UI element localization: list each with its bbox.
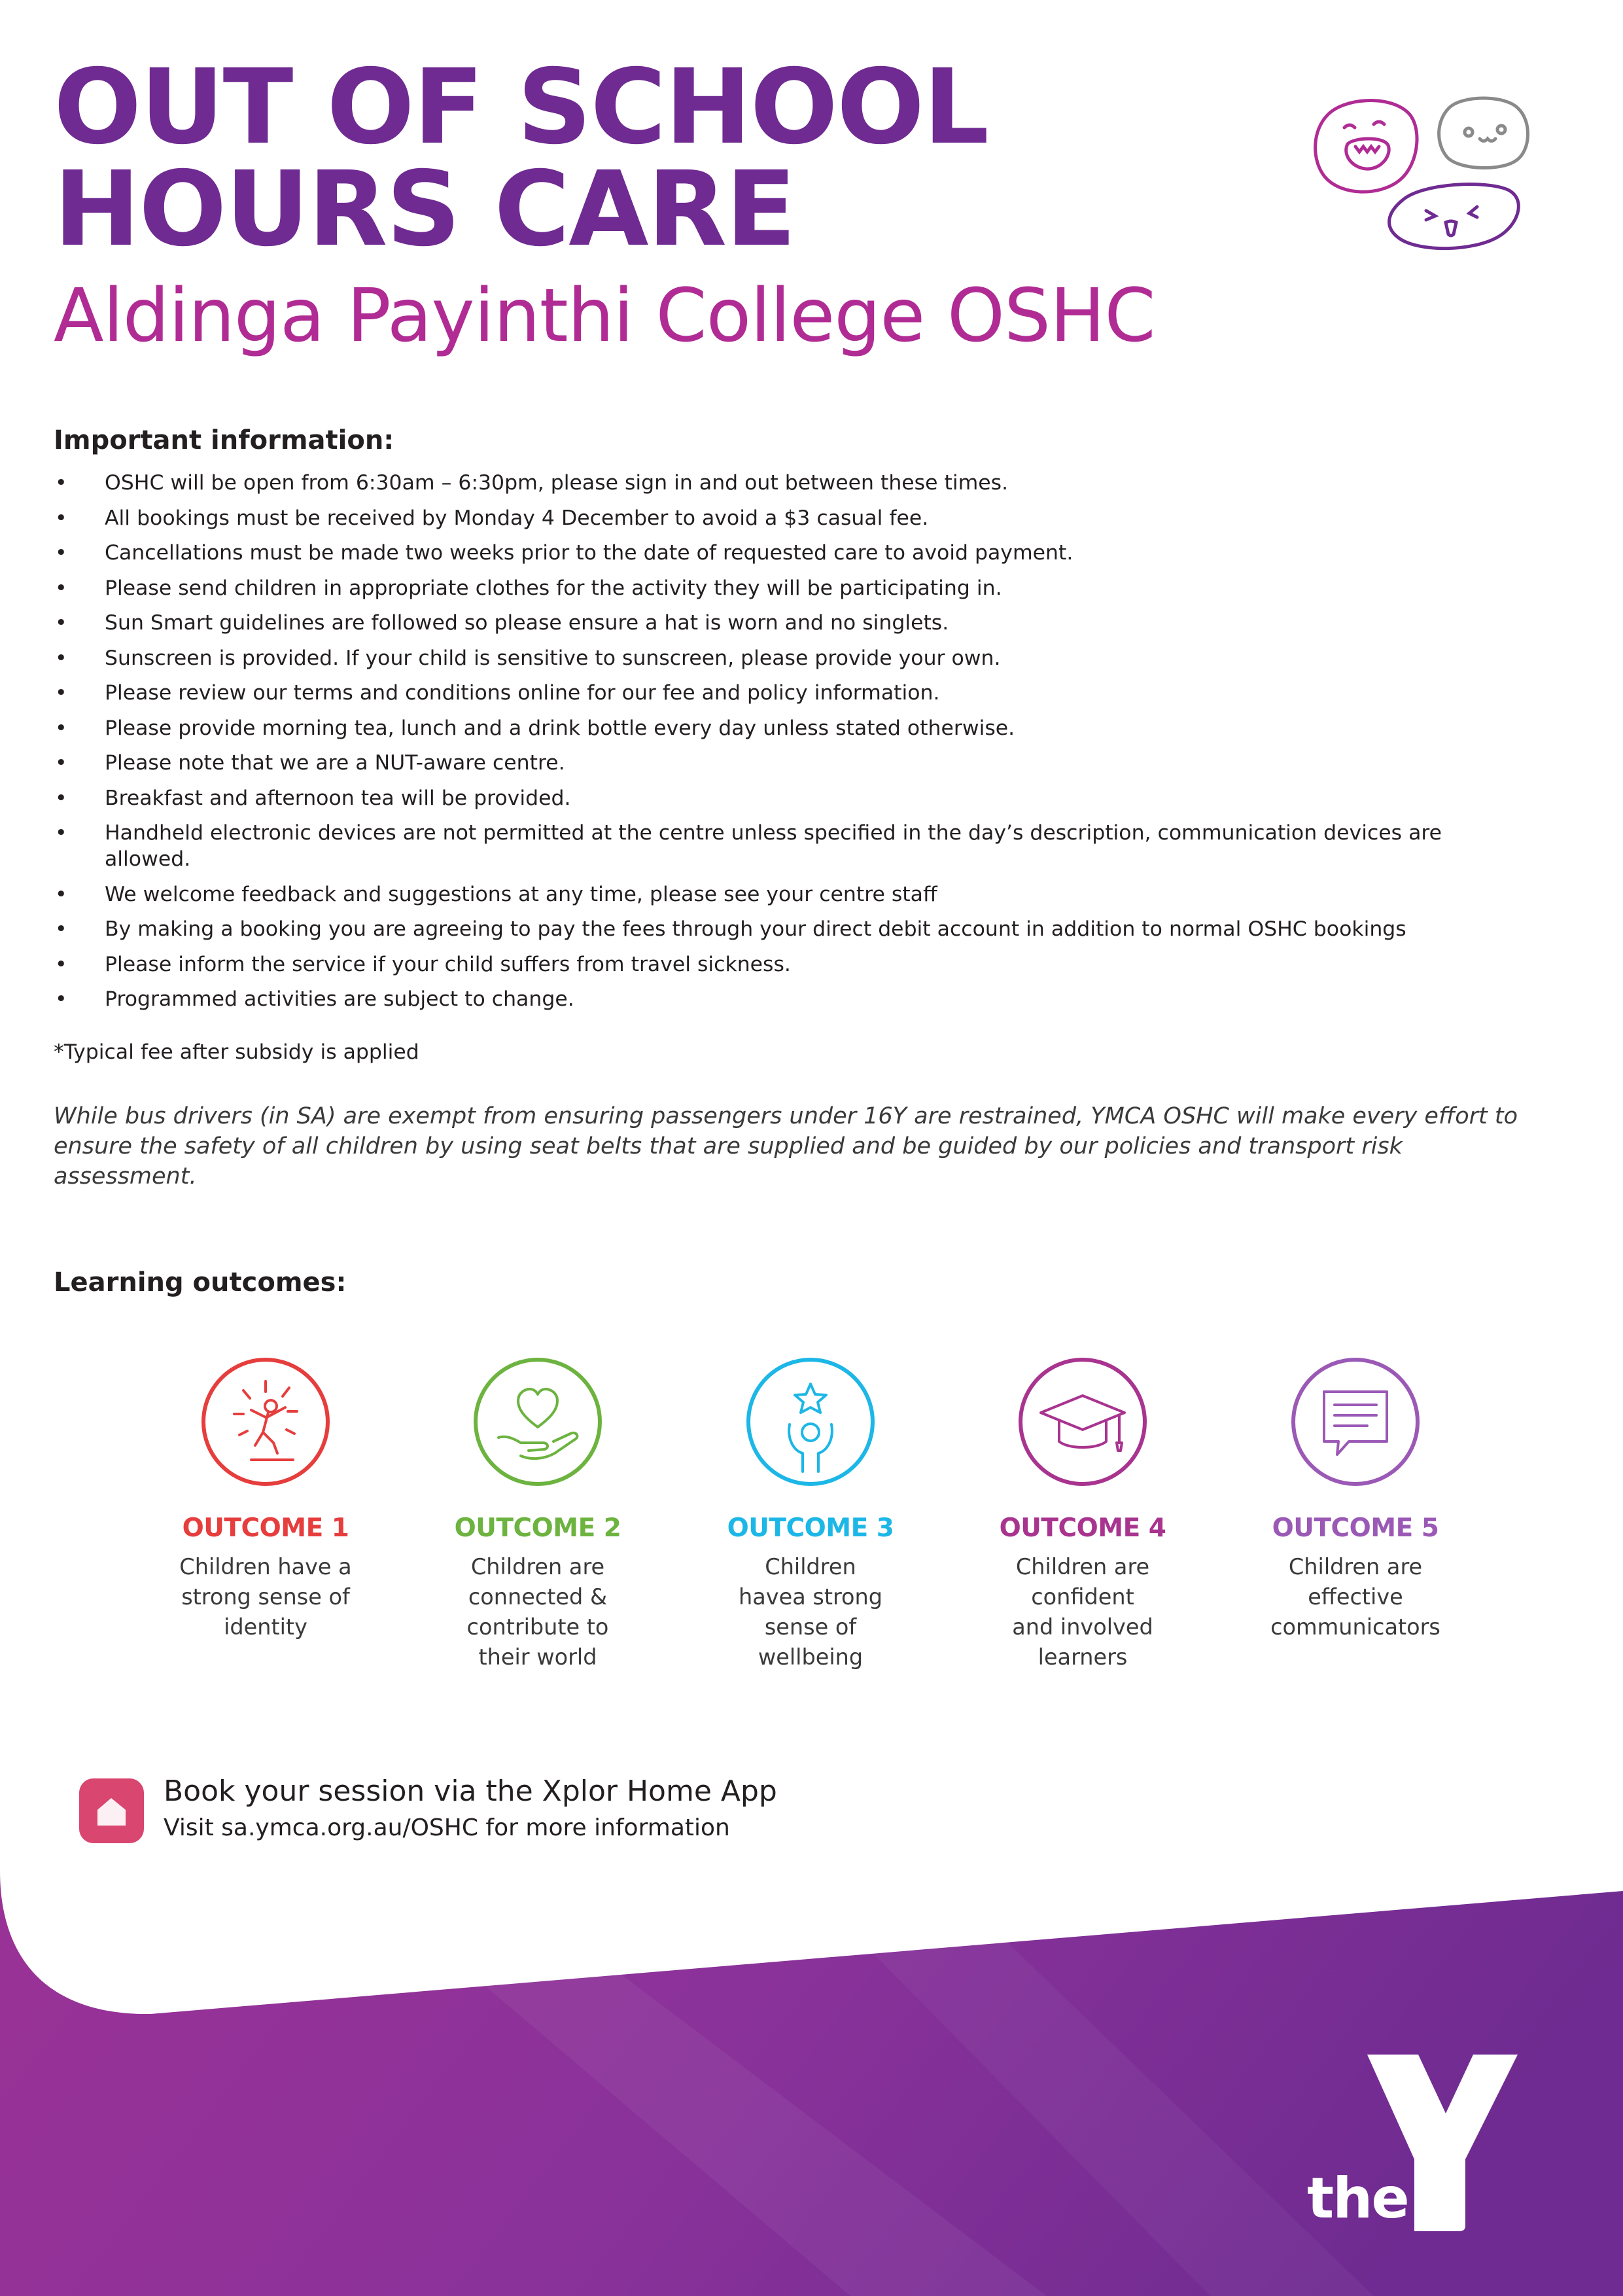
outcome-3-line: havea strong (739, 1584, 882, 1610)
outcome-2-label: OUTCOME 2 (454, 1513, 621, 1543)
outcome-4-description (975, 1552, 1191, 1672)
list-item-text: Sunscreen is provided. If your child is sensitive to sunscreen, please provide your own. (105, 646, 1001, 670)
important-info-list (54, 470, 1512, 1021)
list-item-text: Please send children in appropriate clothes for the activity they will be participating in. (105, 576, 1002, 600)
list-item (54, 951, 1512, 978)
outcome-4-line: confident (1031, 1584, 1134, 1610)
bullet: • (55, 541, 67, 565)
list-item-text: Please provide morning tea, lunch and a drink bottle every day unless stated otherwise. (105, 716, 1015, 740)
list-item (54, 470, 1512, 496)
bullet: • (55, 576, 67, 600)
booking-sub-suffix: for more information (478, 1814, 730, 1841)
list-item-text: Please note that we are a NUT-aware centre. (105, 751, 565, 775)
outcome-5 (1248, 1358, 1463, 1642)
outcome-4-ring (1019, 1358, 1147, 1486)
learning-outcomes-heading: Learning outcomes: (54, 1267, 347, 1298)
ymca-oshc-link[interactable]: sa.ymca.org.au/OSHC (221, 1814, 478, 1841)
list-item-text: We welcome feedback and suggestions at any time, please see your centre staff (105, 882, 937, 906)
bullet: • (55, 786, 67, 810)
outcome-3-line: Children (765, 1554, 856, 1580)
bullet: • (55, 952, 67, 976)
outcome-1-line: identity (224, 1614, 307, 1640)
outcome-3-description (703, 1552, 918, 1672)
important-info-heading: Important information: (54, 425, 394, 455)
list-item (54, 881, 1512, 908)
outcome-5-ring (1291, 1358, 1420, 1486)
list-item (54, 820, 1512, 872)
list-item-text: All bookings must be received by Monday 4 December to avoid a $3 casual fee. (105, 506, 929, 530)
list-item (54, 680, 1512, 706)
outcome-5-line: effective (1308, 1584, 1403, 1610)
outcome-4-label: OUTCOME 4 (999, 1513, 1166, 1543)
outcome-1 (158, 1358, 374, 1642)
list-item-text: Cancellations must be made two weeks prior to the date of requested care to avoid payment. (105, 541, 1073, 565)
heart-in-hand-icon (478, 1362, 598, 1482)
outcome-5-line: Children are (1288, 1554, 1423, 1580)
bullet: • (55, 882, 67, 906)
list-item (54, 610, 1512, 636)
xplor-app-icon[interactable] (79, 1778, 144, 1843)
booking-title: Book your session via the Xplor Home App (164, 1775, 777, 1808)
list-item (54, 540, 1512, 566)
title-line-1: OUT OF SCHOOL (54, 47, 988, 168)
booking-subtext (164, 1814, 730, 1841)
list-item (54, 785, 1512, 811)
star-person-icon (750, 1362, 871, 1482)
bullet: • (55, 987, 67, 1011)
list-item (54, 715, 1512, 741)
outcome-5-description (1248, 1552, 1463, 1642)
outcome-2-line: Children are (470, 1554, 605, 1580)
outcome-5-label: OUTCOME 5 (1272, 1513, 1439, 1543)
graduation-cap-icon (1022, 1362, 1143, 1482)
list-item (54, 505, 1512, 531)
outcome-4-line: Children are (1015, 1554, 1150, 1580)
outcome-4-line: learners (1038, 1644, 1128, 1670)
outcome-2-description (430, 1552, 646, 1672)
outcome-4 (975, 1358, 1191, 1672)
outcome-1-ring (201, 1358, 330, 1486)
list-item-text: Sun Smart guidelines are followed so please ensure a hat is worn and no singlets. (105, 611, 949, 635)
bullet: • (55, 506, 67, 530)
outcome-2-ring (474, 1358, 602, 1486)
list-item-text: Handheld electronic devices are not permitted at the centre unless specified in the day’s description, communication devices are allowed. (105, 821, 1442, 871)
fee-footnote: *Typical fee after subsidy is applied (54, 1040, 419, 1064)
outcome-3-line: wellbeing (758, 1644, 864, 1670)
page-title (54, 47, 988, 270)
outcome-1-line: strong sense of (181, 1584, 350, 1610)
outcome-3-ring (746, 1358, 875, 1486)
logo-the-text: the (1307, 2166, 1408, 2231)
bullet: • (55, 681, 67, 705)
booking-sub-prefix: Visit (164, 1814, 222, 1841)
outcome-3-line: sense of (764, 1614, 857, 1640)
cartoon-faces-icon (1308, 92, 1550, 262)
list-item (54, 750, 1512, 776)
title-line-2: HOURS CARE (54, 149, 795, 270)
outcome-1-line: Children have a (179, 1554, 352, 1580)
bullet: • (55, 917, 67, 941)
outcome-1-description (158, 1552, 374, 1642)
list-item-text: By making a booking you are agreeing to pay the fees through your direct debit account in addition to normal OSHC bookings (105, 917, 1406, 941)
outcome-5-line: communicators (1270, 1614, 1440, 1640)
bullet: • (55, 646, 67, 670)
list-item-text: OSHC will be open from 6:30am – 6:30pm, please sign in and out between these times. (105, 471, 1009, 495)
list-item (54, 645, 1512, 671)
list-item-text: Please review our terms and conditions online for our fee and policy information. (105, 681, 940, 705)
outcome-2-line: their world (478, 1644, 597, 1670)
outcome-3 (703, 1358, 918, 1672)
bullet: • (55, 751, 67, 775)
outcome-2-line: contribute to (466, 1614, 609, 1640)
outcome-4-line: and involved (1012, 1614, 1153, 1640)
list-item (54, 916, 1512, 942)
list-item-text: Programmed activities are subject to change. (105, 987, 574, 1011)
speech-bubble-icon (1295, 1362, 1416, 1482)
outcome-1-label: OUTCOME 1 (182, 1513, 349, 1543)
celebrating-person-icon (205, 1362, 326, 1482)
outcome-2 (430, 1358, 646, 1672)
list-item-text: Please inform the service if your child suffers from travel sickness. (105, 952, 791, 976)
bullet: • (55, 821, 67, 845)
bullet: • (55, 611, 67, 635)
list-item (54, 986, 1512, 1012)
page-subtitle: Aldinga Payinthi College OSHC (54, 274, 1155, 359)
bullet: • (55, 471, 67, 495)
outcome-3-label: OUTCOME 3 (727, 1513, 894, 1543)
list-item-text: Breakfast and afternoon tea will be provided. (105, 786, 571, 810)
list-item (54, 575, 1512, 601)
home-icon (79, 1778, 144, 1843)
bullet: • (55, 716, 67, 740)
bus-safety-note: While bus drivers (in SA) are exempt from ensuring passengers under 16Y are restrained, YMCA OSHC will make every effort to ensure the safety of all children by using seat belts that are supplied and be guided by our policies and transport risk assessment. (54, 1103, 1518, 1190)
outcome-2-line: connected & (468, 1584, 608, 1610)
